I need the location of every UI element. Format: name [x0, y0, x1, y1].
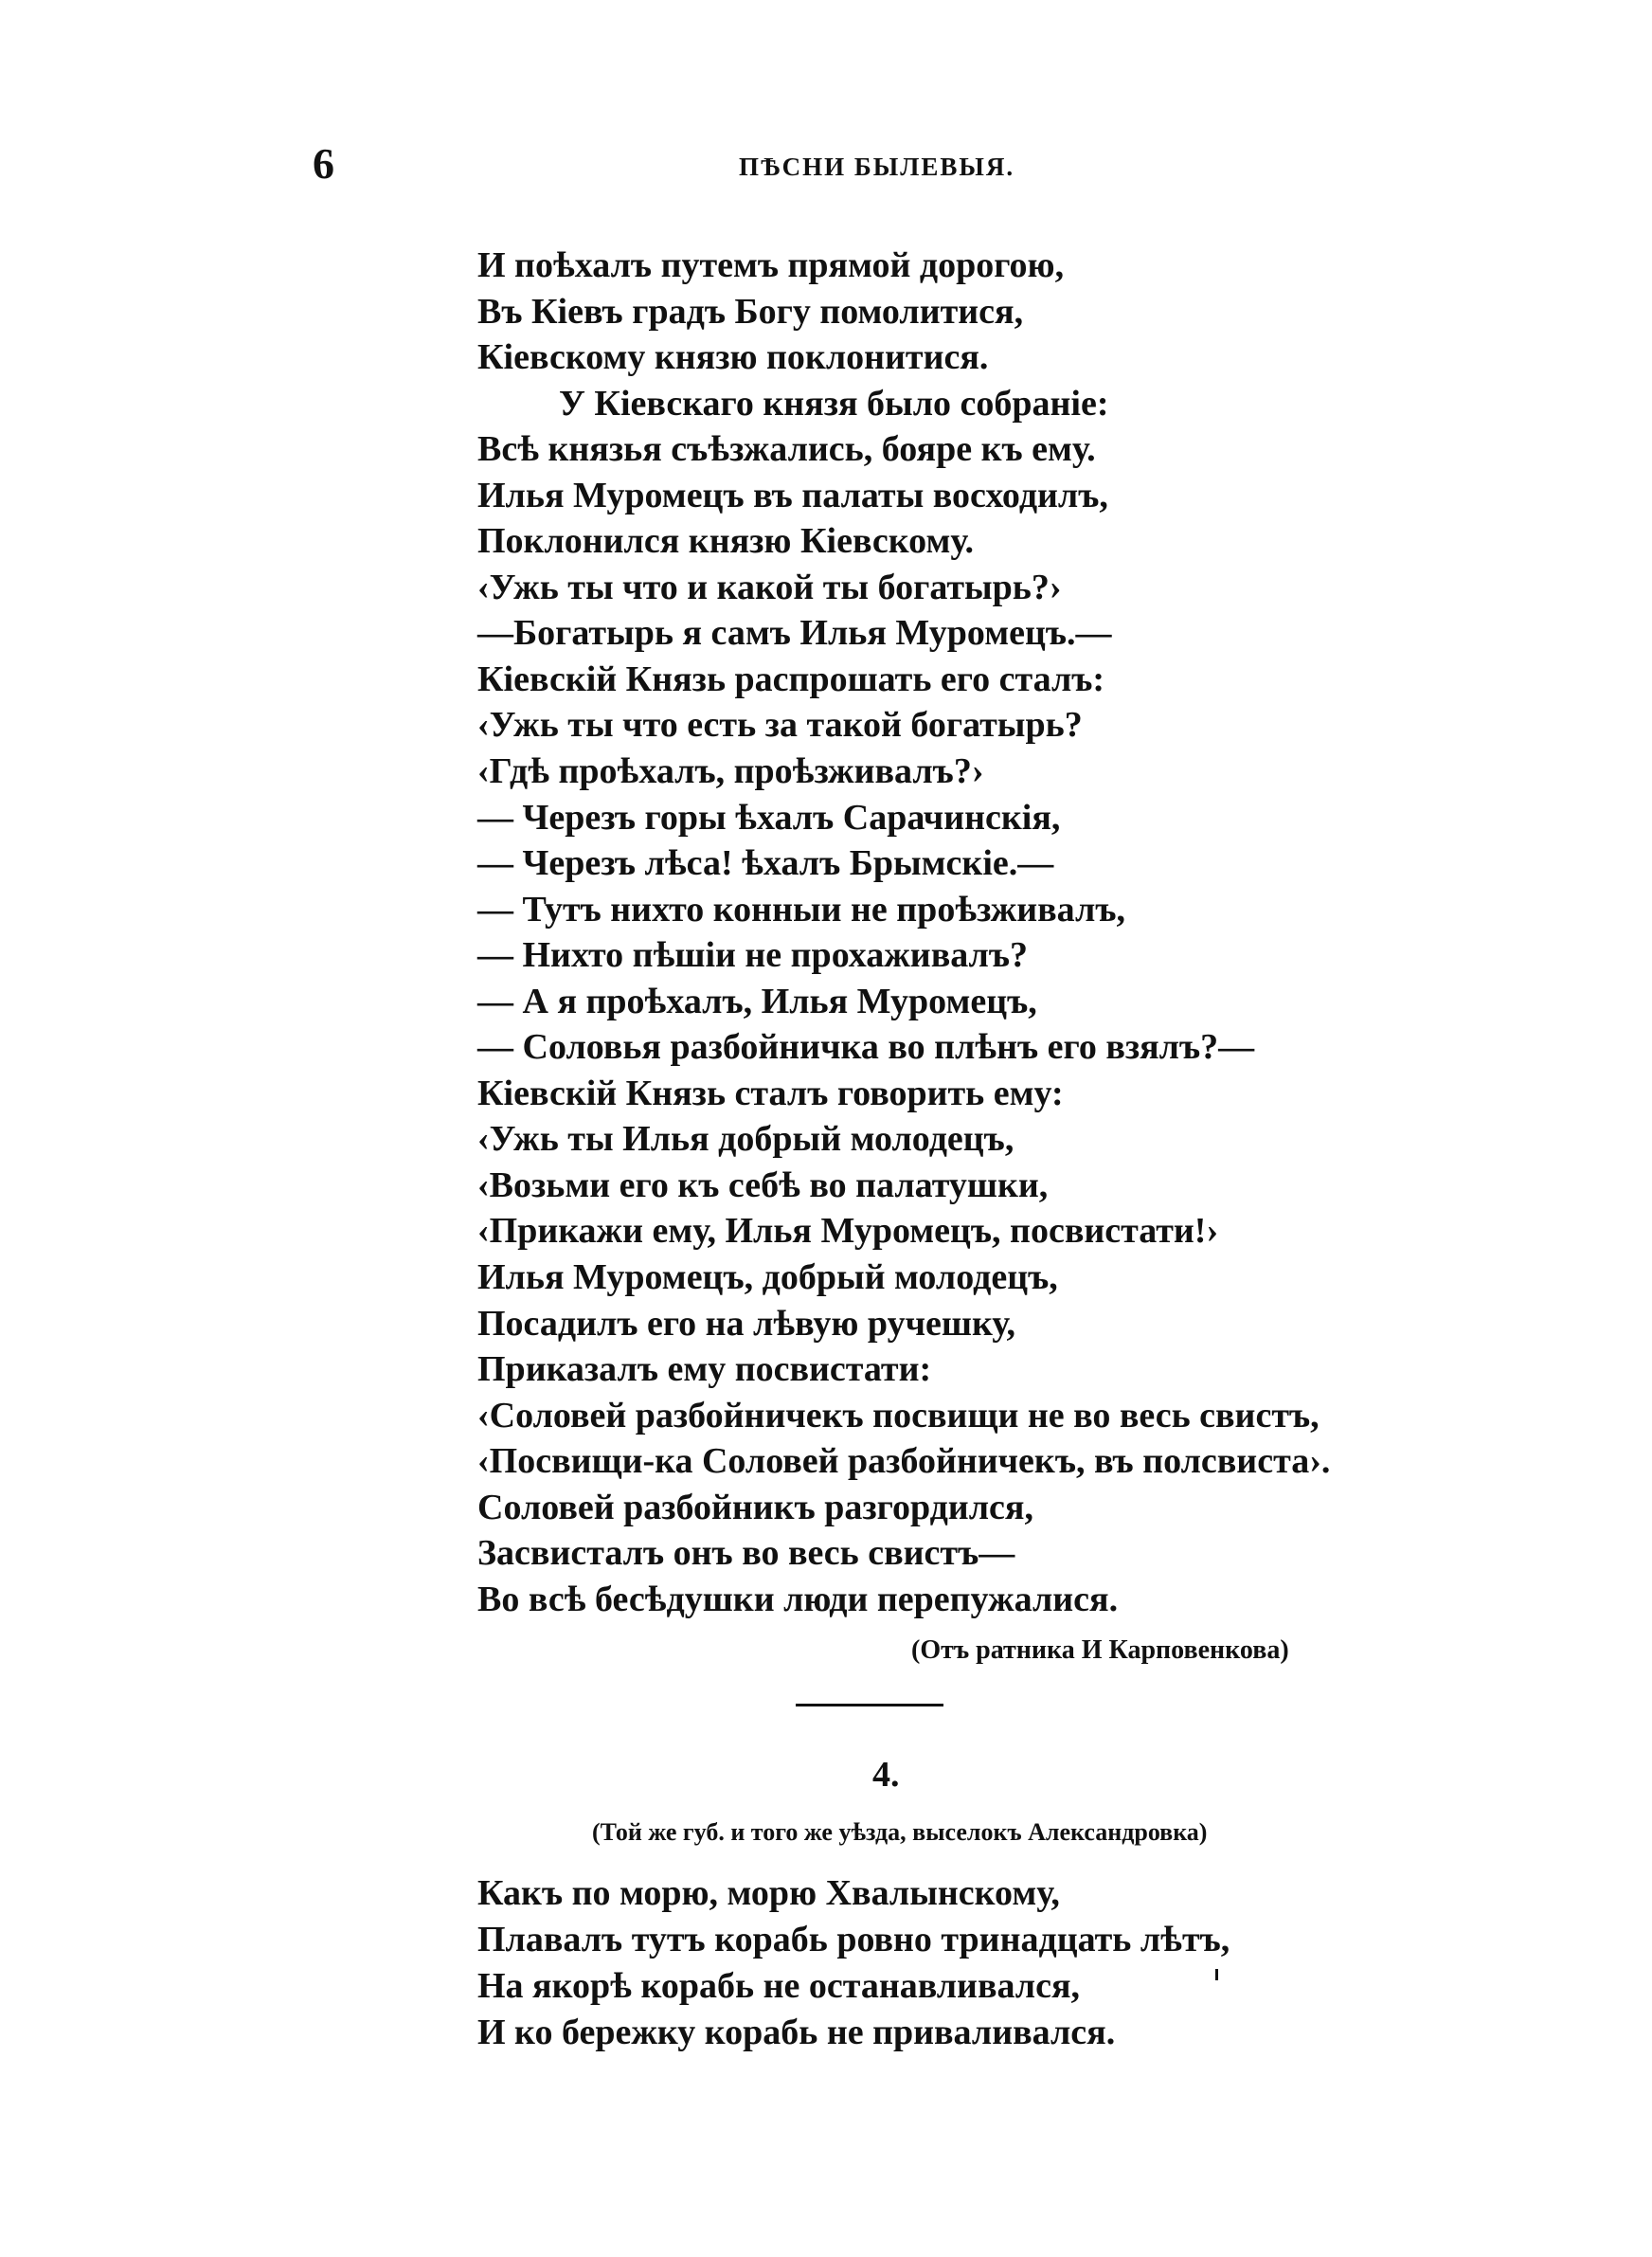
verse-line: На якорѣ корабь не останавливался, — [477, 1966, 1081, 2006]
verse-line: ‹Ужь ты что есть за такой богатырь? — [477, 705, 1083, 746]
verse-line: Поклонился князю Кіевскому. — [477, 521, 975, 562]
verse-line: — Соловья разбойничка во плѣнъ его взялъ?— — [477, 1027, 1255, 1068]
verse-line: — Тутъ нихто конныи не проѣзживалъ, — [477, 889, 1125, 930]
verse-line: — Черезъ горы ѣхалъ Сарачинскія, — [477, 797, 1061, 838]
running-head: ПѢСНИ БЫЛЕВЫЯ. — [739, 153, 1015, 181]
verse-line: ‹Посвищи-ка Соловей разбойничекъ, въ полсвиста›. — [477, 1441, 1331, 1482]
verse-line: Посадилъ его на лѣвую ручешку, — [477, 1303, 1015, 1344]
verse-line: Въ Кіевъ градъ Богу помолитися, — [477, 291, 1024, 332]
verse-line: —Богатырь я самъ Илья Муромецъ.— — [477, 613, 1112, 654]
song-3-attribution: (Отъ ратника И Карповенкова) — [911, 1635, 1289, 1665]
verse-line: Кіевскій Князь распрошать его сталъ: — [477, 659, 1105, 699]
print-speck — [1215, 1969, 1218, 1980]
verse-line: Какъ по морю, морю Хвалынскому, — [477, 1873, 1060, 1913]
verse-line: ‹Ужь ты что и какой ты богатырь?› — [477, 567, 1062, 607]
verse-line: ‹Соловей разбойничекъ посвищи не во весь свистъ, — [477, 1395, 1320, 1435]
verse-line: ‹Прикажи ему, Илья Муромецъ, посвистати!› — [477, 1211, 1219, 1252]
verse-line: — А я проѣхалъ, Илья Муромецъ, — [477, 981, 1037, 1021]
verse-line: — Нихто пѣшіи не прохаживалъ? — [477, 935, 1029, 976]
verse-line: ‹Возьми его къ себѣ во палатушки, — [477, 1165, 1049, 1205]
verse-line: Засвисталъ онъ во весь свистъ— — [477, 1533, 1015, 1574]
section-divider — [796, 1704, 943, 1706]
verse-line: ‹Гдѣ проѣхалъ, проѣзживалъ?› — [477, 751, 984, 792]
verse-line: Соловей разбойникъ разгордился, — [477, 1487, 1033, 1527]
verse-line: Илья Муромецъ въ палаты восходилъ, — [477, 475, 1108, 515]
verse-line: Кіевскій Князь сталъ говорить ему: — [477, 1073, 1064, 1113]
verse-line: Кіевскому князю поклонитися. — [477, 337, 989, 378]
song-4-source-note: (Той же губ. и того же уѣзда, выселокъ Александровка) — [592, 1818, 1208, 1846]
verse-line: ‹Ужь ты Илья добрый молодецъ, — [477, 1119, 1015, 1160]
song-4-number: 4. — [872, 1755, 900, 1795]
verse-line: Плавалъ тутъ корабь ровно тринадцать лѣтъ, — [477, 1920, 1230, 1959]
song-3-verse — [477, 243, 1330, 1622]
page-number: 6 — [313, 139, 334, 188]
verse-line: Приказалъ ему посвистати: — [477, 1349, 932, 1390]
verse-line: — Черезъ лѣса! ѣхалъ Брымскіе.— — [477, 843, 1054, 884]
verse-line: У Кіевскаго князя было собраніе: — [559, 383, 1109, 424]
verse-line: И поѣхалъ путемъ прямой дорогою, — [477, 245, 1065, 285]
verse-line: И ко бережку корабь не приваливался. — [477, 2013, 1116, 2052]
verse-line: Всѣ князья съѣзжались, бояре къ ему. — [477, 429, 1096, 470]
song-4-verse — [477, 1870, 1230, 2056]
verse-line: Во всѣ бесѣдушки люди перепужалися. — [477, 1579, 1119, 1619]
verse-line: Илья Муромецъ, добрый молодецъ, — [477, 1257, 1058, 1298]
